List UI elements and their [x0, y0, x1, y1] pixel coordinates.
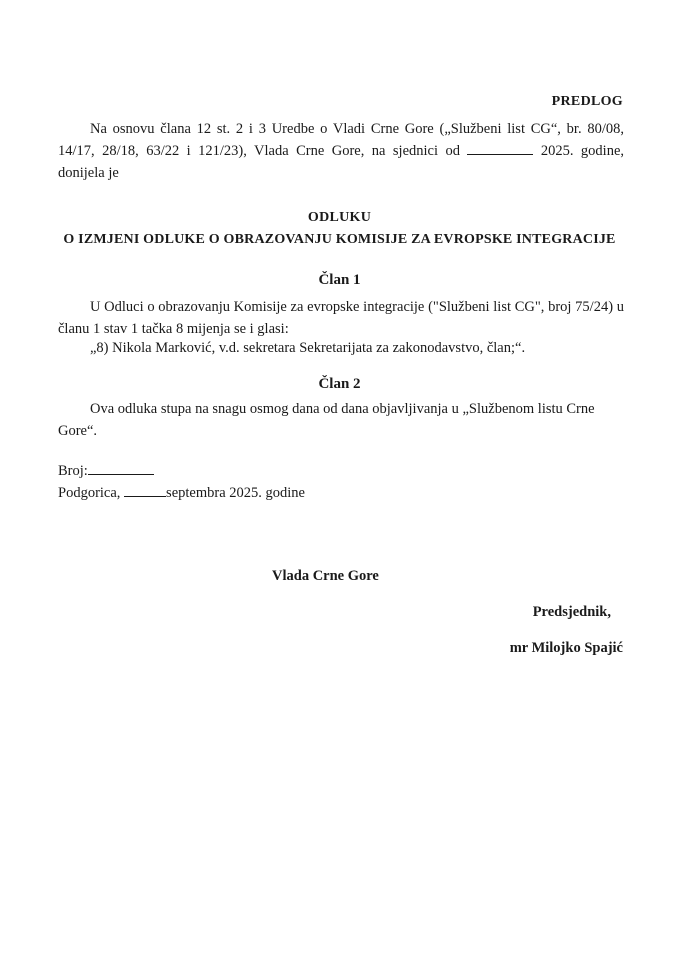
day-blank [124, 484, 166, 497]
session-date-blank [467, 142, 533, 155]
decision-title: ODLUKU [307, 210, 372, 225]
place-label: Podgorica, [58, 485, 125, 501]
date-suffix: septembra 2025. godine [166, 485, 305, 501]
place-date-line [58, 484, 305, 502]
government-name: Vlada Crne Gore [272, 568, 379, 584]
preamble-paragraph [58, 118, 624, 184]
president-title: Predsjednik, [532, 604, 611, 620]
article-1-item: „8) Nikola Marković, v.d. sekretara Sekretarijata za zakonodavstvo, član;“. [90, 340, 526, 356]
article-1-text: U Odluci o obrazovanju Komisije za evropske integracije ("Službeni list CG", broj 75/24) u članu 1 stav 1 tačka 8 mijenja se i glasi: [58, 299, 624, 337]
broj-blank [88, 462, 154, 475]
document-status-label: PREDLOG [551, 94, 623, 109]
article-1-heading: Član 1 [318, 272, 361, 288]
broj-label: Broj: [58, 463, 88, 479]
document-number-line [58, 462, 154, 480]
article-2-heading: Član 2 [318, 376, 361, 392]
article-2-text: Ova odluka stupa na snagu osmog dana od dana objavljivanja u „Službenom listu Crne Gore“. [58, 401, 595, 439]
decision-subtitle: O IZMJENI ODLUKE O OBRAZOVANJU KOMISIJE ZA EVROPSKE INTEGRACIJE [63, 232, 616, 247]
preamble-text-start: Na osnovu člana 12 st. 2 i 3 Uredbe o Vladi Crne Gore („Službeni list CG“, br. 80/08, 14/17, 28/18, 63/22 i 121/23), Vlada Crne Gore, na sjednici od [58, 121, 624, 159]
preamble-text-end: 2025. godine, donijela je [58, 143, 625, 181]
president-name: mr Milojko Spajić [509, 640, 623, 656]
